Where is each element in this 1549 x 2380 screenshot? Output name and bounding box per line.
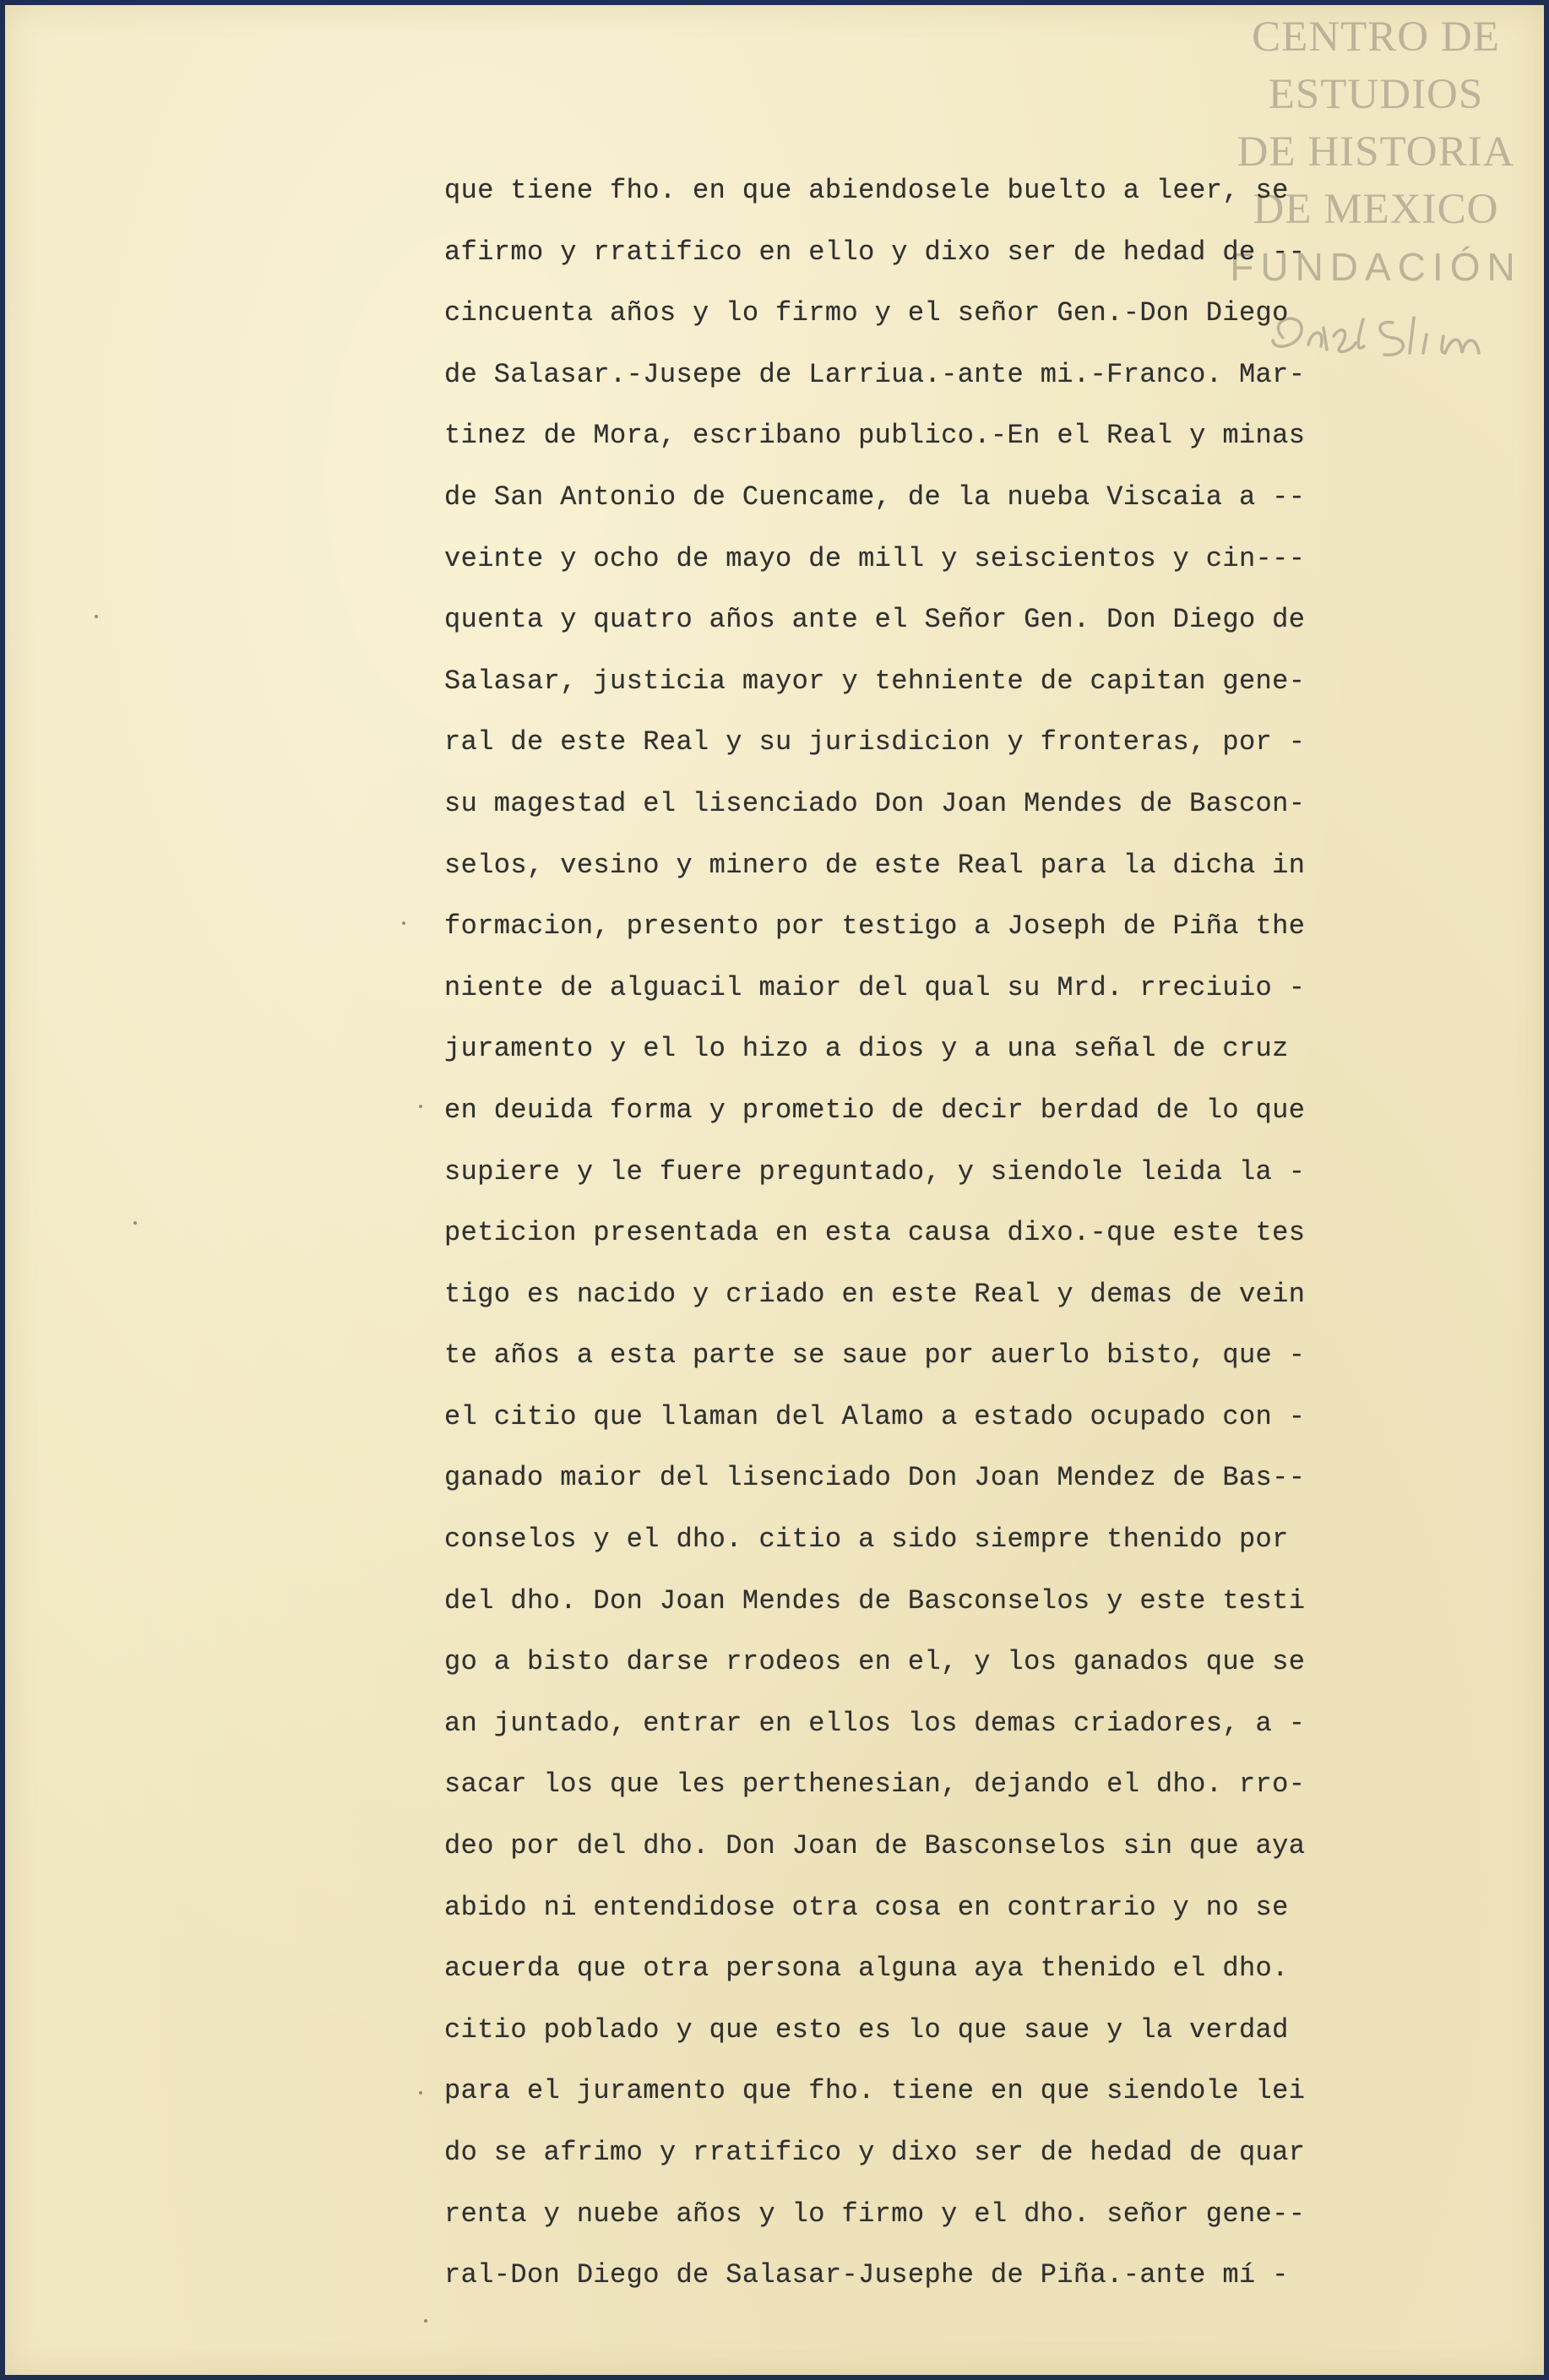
paper-speck <box>419 2091 422 2095</box>
text-line: selos, vesino y minero de este Real para la dicha in <box>444 849 1306 881</box>
text-line: ral de este Real y su jurisdicion y fronteras, por - <box>444 726 1306 758</box>
watermark-line-1: CENTRO DE <box>1252 14 1500 61</box>
document-page <box>5 5 1544 2375</box>
text-line: Salasar, justicia mayor y tehniente de capitan gene- <box>444 665 1306 697</box>
paper-speck <box>402 921 405 925</box>
text-line: veinte y ocho de mayo de mill y seiscientos y cin--- <box>444 542 1306 574</box>
text-line: do se afrimo y rratifico y dixo ser de hedad de quar <box>444 2137 1306 2168</box>
text-line: go a bisto darse rrodeos en el, y los ganados que se <box>444 1646 1306 1678</box>
text-line: te años a esta parte se saue por auerlo bisto, que - <box>444 1339 1306 1372</box>
watermark-line-4: DE MEXICO <box>1253 186 1499 233</box>
text-line: afirmo y rratifico en ello y dixo ser de hedad de -- <box>444 236 1306 268</box>
text-line: que tiene fho. en que abiendosele buelto a leer, se <box>444 175 1289 206</box>
text-line: juramento y el lo hizo a dios y a una señal de cruz <box>444 1033 1289 1065</box>
paper-speck <box>95 615 98 618</box>
text-line: de San Antonio de Cuencame, de la nueba Viscaia a -- <box>444 481 1306 513</box>
text-line: supiere y le fuere preguntado, y siendole leida la - <box>444 1155 1306 1187</box>
text-line: quenta y quatro años ante el Señor Gen. Don Diego de <box>444 604 1306 636</box>
paper-speck <box>133 1221 137 1225</box>
text-line: niente de alguacil maior del qual su Mrd. rreciuio - <box>444 971 1306 1003</box>
text-line: en deuida forma y prometio de decir berdad de lo que <box>444 1094 1306 1126</box>
text-line: tigo es nacido y criado en este Real y demas de vein <box>444 1278 1306 1310</box>
text-line: su magestad el lisenciado Don Joan Mendes de Bascon- <box>444 787 1306 819</box>
text-line: citio poblado y que esto es lo que saue y la verdad <box>444 2013 1289 2046</box>
text-line: conselos y el dho. citio a sido siempre thenido por <box>444 1524 1289 1556</box>
text-line: el citio que llaman del Alamo a estado ocupado con - <box>444 1400 1306 1432</box>
text-line: an juntado, entrar en ellos los demas criadores, a - <box>444 1707 1306 1739</box>
text-line: tinez de Mora, escribano publico.-En el Real y minas <box>444 420 1306 452</box>
text-line: para el juramento que fho. tiene en que siendole lei <box>444 2075 1306 2107</box>
text-line: del dho. Don Joan Mendes de Basconselos y este testi <box>444 1584 1306 1617</box>
text-line: sacar los que les perthenesian, dejando el dho. rro- <box>444 1769 1306 1801</box>
text-line: peticion presentada en esta causa dixo.-que este tes <box>444 1217 1306 1249</box>
text-line: ral-Don Diego de Salasar-Jusephe de Piña.-ante mí - <box>444 2259 1289 2291</box>
text-line: acuerda que otra persona alguna aya thenido el dho. <box>444 1953 1289 1985</box>
text-line: ganado maior del lisenciado Don Joan Mendez de Bas-- <box>444 1462 1306 1494</box>
text-line: cincuenta años y lo firmo y el señor Gen.-Don Diego <box>444 297 1289 329</box>
typed-text-body <box>444 160 1407 2307</box>
text-line: deo por del dho. Don Joan de Basconselos sin que aya <box>444 1830 1306 1862</box>
watermark-line-2: ESTUDIOS <box>1268 71 1484 118</box>
watermark-line-3: DE HISTORIA <box>1236 128 1515 176</box>
text-line: abido ni entendidose otra cosa en contrario y no se <box>444 1891 1289 1923</box>
paper-speck <box>419 1105 422 1108</box>
text-line: de Salasar.-Jusepe de Larriua.-ante mi.-Franco. Mar- <box>444 358 1306 390</box>
paper-speck <box>424 2319 427 2323</box>
text-line: renta y nuebe años y lo firmo y el dho. señor gene-- <box>444 2198 1306 2230</box>
text-line: formacion, presento por testigo a Joseph de Piña the <box>444 910 1306 943</box>
watermark-fundacion: FUNDACIÓN <box>1230 245 1522 289</box>
